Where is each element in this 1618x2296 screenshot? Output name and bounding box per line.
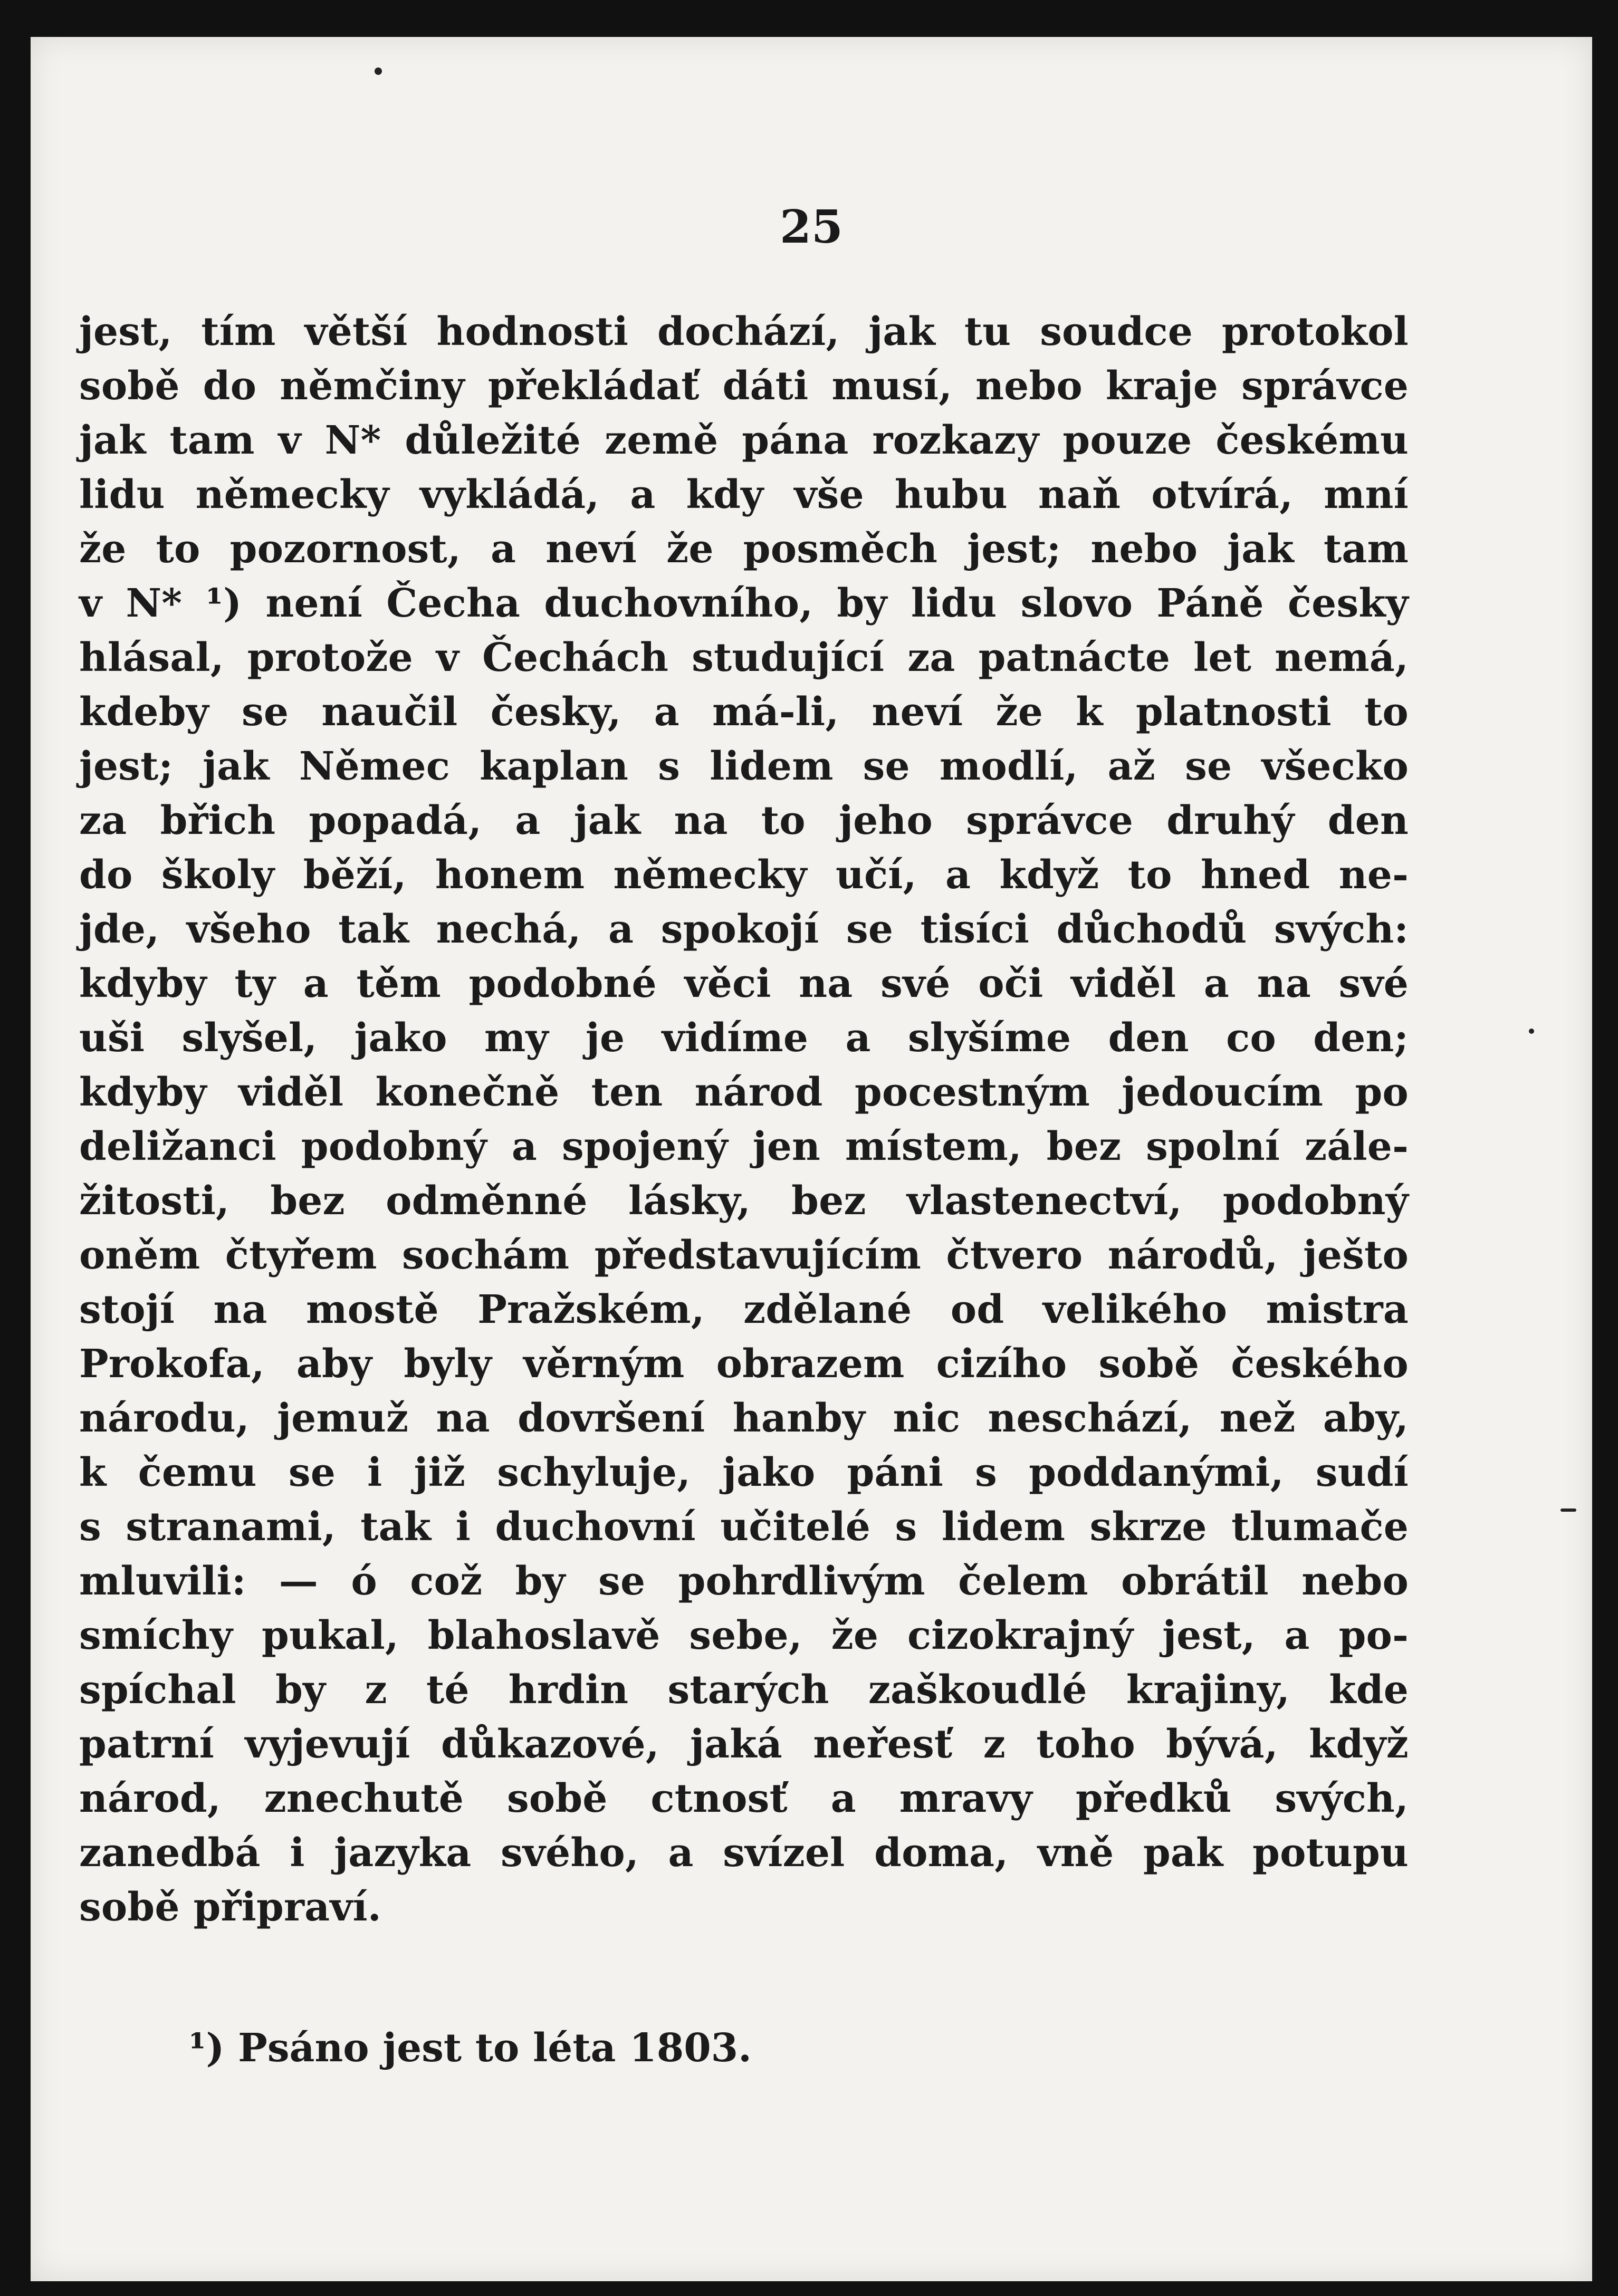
ink-speck	[1529, 1029, 1534, 1034]
text-line: s stranami, tak i duchovní učitelé s lidem skrze tlumače	[79, 1504, 1409, 1550]
text-line: uši slyšel, jako my je vidíme a slyšíme den co den;	[79, 1015, 1409, 1061]
text-line: národ, znechutě sobě ctnosť a mravy předků svých,	[79, 1776, 1409, 1821]
text-line: národu, jemuž na dovršení hanby nic neschází, než aby,	[79, 1396, 1409, 1441]
text-line: že to pozornost, a neví že posměch jest; nebo jak tam	[79, 526, 1409, 572]
text-line: jde, všeho tak nechá, a spokojí se tisíci důchodů svých:	[79, 907, 1409, 952]
text-line: stojí na mostě Pražském, zdělané od velikého mistra	[79, 1287, 1409, 1332]
ink-speck	[1560, 1509, 1576, 1512]
text-line: kdyby ty a těm podobné věci na své oči viděl a na své	[79, 961, 1409, 1006]
text-line: smíchy pukal, blahoslavě sebe, že cizokrajný jest, a po-	[79, 1613, 1409, 1658]
text-line: jak tam v N* důležité země pána rozkazy pouze českému	[79, 418, 1409, 463]
text-line: sobě do němčiny překládať dáti musí, nebo kraje správce	[79, 363, 1409, 409]
text-line: mluvili: — ó což by se pohrdlivým čelem obrátil nebo	[79, 1559, 1409, 1604]
text-line: kdyby viděl konečně ten národ pocestným jedoucím po	[79, 1070, 1409, 1115]
text-line: za břich popadá, a jak na to jeho správce druhý den	[79, 798, 1409, 843]
text-line: k čemu se i již schyluje, jako páni s poddanými, sudí	[79, 1450, 1409, 1495]
text-line: kdeby se naučil česky, a má-li, neví že k platnosti to	[79, 689, 1409, 735]
text-line: patrní vyjevují důkazové, jaká neřesť z toho bývá, když	[79, 1722, 1409, 1767]
text-line: jest, tím větší hodnosti dochází, jak tu soudce protokol	[79, 309, 1409, 354]
text-line: do školy běží, honem německy učí, a když to hned ne-	[79, 852, 1409, 898]
text-line: lidu německy vykládá, a kdy vše hubu naň otvírá, mní	[79, 472, 1409, 517]
book-page	[31, 37, 1592, 2281]
text-line: oněm čtyřem sochám představujícím čtvero národů, ješto	[79, 1233, 1409, 1278]
page-number: 25	[780, 200, 843, 254]
text-line: zanedbá i jazyka svého, a svízel doma, vně pak potupu	[79, 1830, 1409, 1876]
text-line: spíchal by z té hrdin starých zaškoudlé krajiny, kde	[79, 1667, 1409, 1713]
text-line: Prokofa, aby byly věrným obrazem cizího sobě českého	[79, 1341, 1409, 1387]
text-line: žitosti, bez odměnné lásky, bez vlastenectví, podobný	[79, 1178, 1409, 1224]
text-line: jest; jak Němec kaplan s lidem se modlí, až se všecko	[79, 744, 1409, 789]
ink-speck	[375, 68, 382, 75]
footnote: ¹) Psáno jest to léta 1803.	[189, 2025, 752, 2071]
text-line: hlásal, protože v Čechách studující za patnácte let nemá,	[79, 635, 1409, 680]
text-line: sobě připraví.	[79, 1885, 381, 1930]
text-line: deližanci podobný a spojený jen místem, bez spolní zále-	[79, 1124, 1409, 1169]
body-text	[79, 305, 1409, 1935]
text-line: v N* ¹) není Čecha duchovního, by lidu slovo Páně česky	[79, 581, 1409, 626]
